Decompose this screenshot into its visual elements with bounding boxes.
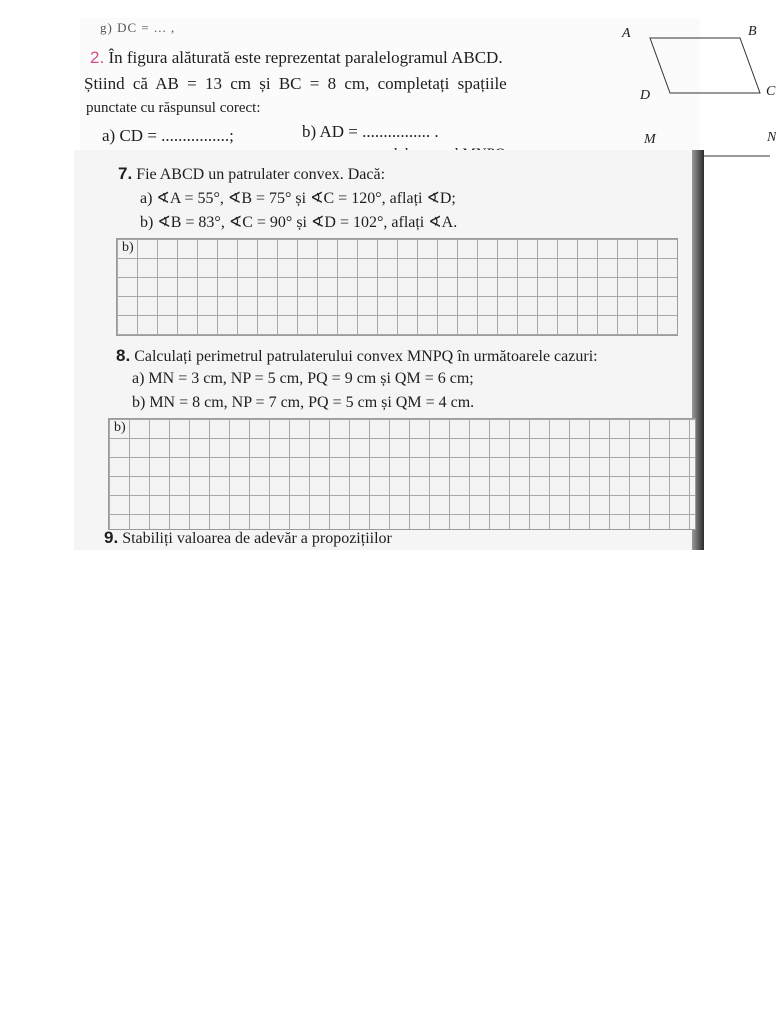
exercise-7-part-b: b) ∢B = 83°, ∢C = 90° și ∢D = 102°, aflați ∢A. (140, 214, 458, 231)
exercise-2-line-3: punctate cu răspunsul corect: (86, 100, 261, 116)
exercise-7-part-a: a) ∢A = 55°, ∢B = 75° și ∢C = 120°, aflați ∢D; (140, 190, 456, 207)
vertex-label-m: M (644, 132, 656, 147)
exercise-2-line-2: Știind că AB = 13 cm și BC = 8 cm, completați spațiile (84, 74, 507, 93)
exercise-8-header (116, 346, 598, 366)
exercise-8-part-a: a) MN = 3 cm, NP = 5 cm, PQ = 9 cm și QM = 6 cm; (132, 370, 474, 387)
exercise-8-text: Calculați perimetrul patrulaterului convex MNPQ în următoarele cazuri: (134, 348, 598, 365)
previous-page-fragment (80, 18, 776, 158)
exercise-8-answer-grid[interactable] (108, 418, 696, 530)
vertex-label-c: C (766, 84, 776, 99)
worksheet-photo (74, 150, 704, 550)
exercise-7-answer-grid[interactable] (116, 238, 678, 336)
cut-text-line: g) DC = ... , (100, 20, 176, 35)
exercise-2-part-a: a) CD = ................; (102, 126, 234, 145)
exercise-8-number: 8. (116, 346, 131, 365)
exercise-9-header (104, 528, 392, 548)
exercise-8-part-b: b) MN = 8 cm, NP = 7 cm, PQ = 5 cm și QM = 4 cm. (132, 394, 475, 411)
vertex-label-d: D (640, 88, 651, 103)
exercise-7-header (118, 164, 385, 184)
exercise-9-text: Stabiliți valoarea de adevăr a propozițiilor (122, 530, 392, 547)
exercise-7-text: Fie ABCD un patrulater convex. Dacă: (136, 166, 386, 183)
exercise-2-number: 2. (90, 48, 105, 67)
exercise-8-grid-label: b) (114, 420, 126, 435)
vertex-label-a: A (622, 26, 631, 41)
exercise-2-text-1: În figura alăturată este reprezentat paralelogramul ABCD. (108, 48, 503, 67)
exercise-2-line-1 (90, 48, 503, 68)
vertex-label-b: B (748, 24, 757, 39)
exercise-2-part-b: b) AD = ................ . (302, 122, 439, 141)
exercise-7-number: 7. (118, 164, 133, 183)
exercise-9-number: 9. (104, 528, 119, 547)
vertex-label-n: N (767, 130, 776, 145)
exercise-7-grid-label: b) (122, 240, 134, 255)
